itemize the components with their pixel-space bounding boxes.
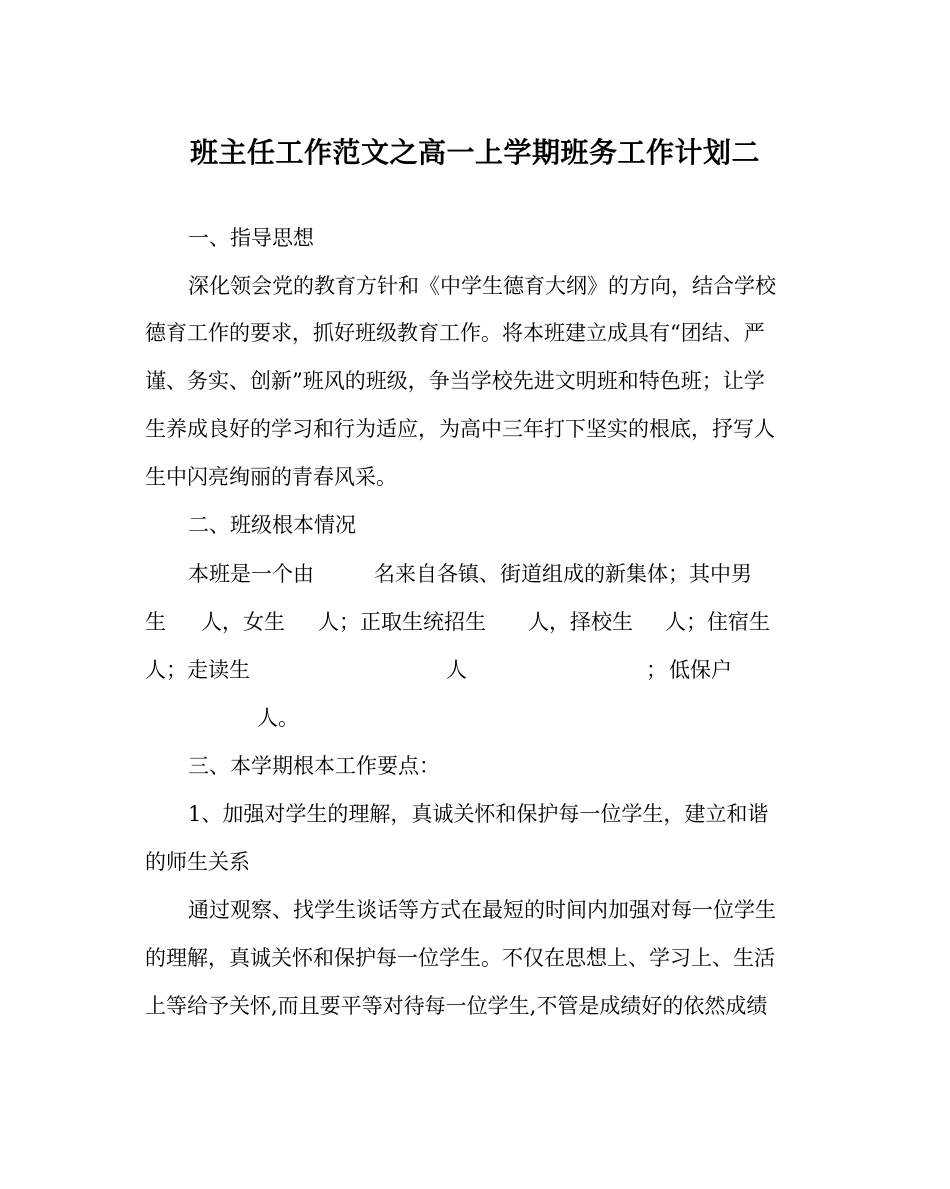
class-info-text: 生	[145, 610, 166, 634]
paragraph-line: 深化领会党的教育方针和《中学生德育大纲》的方向，结合学校	[188, 274, 776, 298]
class-info-text: 人；走读生	[145, 658, 250, 682]
paragraph-line: 生中闪亮绚丽的青春风采。	[145, 465, 397, 489]
item-heading-line: 的师生关系	[145, 850, 250, 874]
class-info-text: 人	[446, 658, 467, 682]
section-heading-class-situation: 二、班级根本情况	[188, 513, 356, 537]
class-info-text: 低保户	[669, 658, 732, 682]
class-info-text: 人。	[257, 706, 299, 730]
class-info-text: 人；正取生统招生	[318, 610, 486, 634]
paragraph-line: 通过观察、找学生谈话等方式在最短的时间内加强对每一位学生	[188, 898, 776, 922]
paragraph-line: 谨、务实、创新”班风的班级，争当学校先进文明班和特色班；让学	[145, 369, 765, 393]
class-info-text: ；	[646, 658, 667, 682]
document-title: 班主任工作范文之高一上学期班务工作计划二	[189, 136, 760, 169]
class-info-text: 人，女生	[201, 610, 285, 634]
paragraph-line: 生养成良好的学习和行为适应，为高中三年打下坚实的根底，抒写人	[145, 417, 775, 441]
class-info-text: 人；住宿生	[665, 610, 770, 634]
paragraph-line: 的理解，真诚关怀和保护每一位学生。不仅在思想上、学习上、生活	[145, 946, 775, 970]
paragraph-line: 德育工作的要求，抓好班级教育工作。将本班建立成具有“团结、严	[145, 321, 765, 345]
section-heading-guiding-thought: 一、指导思想	[188, 226, 314, 250]
item-heading-line: 1、加强对学生的理解，真诚关怀和保护每一位学生，建立和谐	[188, 802, 769, 826]
class-info-text: 本班是一个由	[188, 562, 314, 586]
section-heading-work-points: 三、本学期根本工作要点：	[188, 754, 440, 778]
paragraph-line: 上等给予关怀,而且要平等对待每一位学生,不管是成绩好的依然成绩	[145, 994, 768, 1018]
class-info-text: 人，择校生	[528, 610, 633, 634]
class-info-text: 名来自各镇、街道组成的新集体；其中男	[374, 562, 752, 586]
